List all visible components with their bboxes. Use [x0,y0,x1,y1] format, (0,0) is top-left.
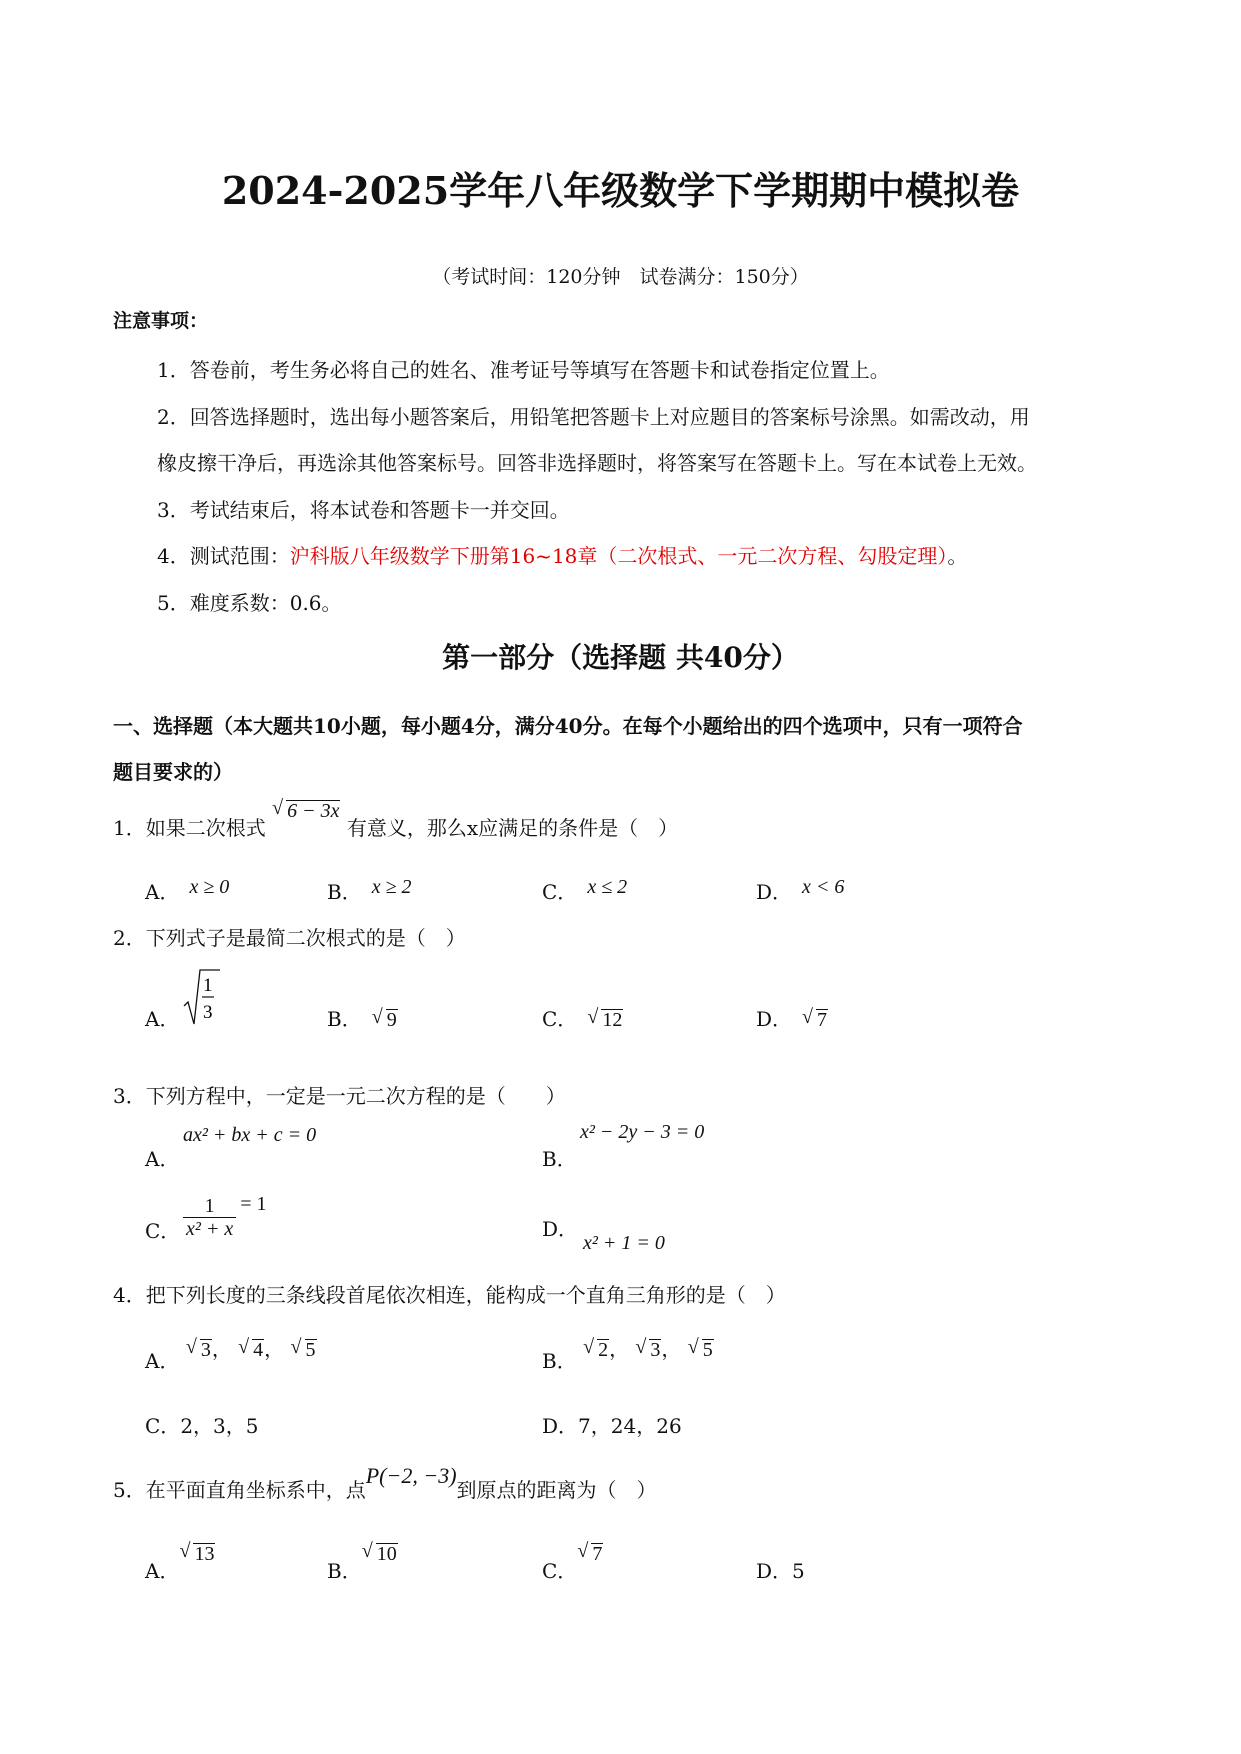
q1-option-b: B． x ≥ 2 [327,876,412,904]
question-2-stem: 2．下列式子是最简二次根式的是（ ） [113,926,466,950]
q1-option-a: A． x ≥ 0 [145,876,230,904]
section-instructions: 一、选择题（本大题共10小题，每小题4分，满分40分。在每个小题给出的四个选项中，只有一项符合 [113,714,1023,738]
note-item-2: 2．回答选择题时，选出每小题答案后，用铅笔把答题卡上对应题目的答案标号涂黑。如需改动，用 [157,405,1030,429]
q4-option-b: B． √ 2， √ 3， √ 5 [542,1345,714,1374]
q2-option-b: B．√ 9 [327,1003,388,1032]
q3-option-d-label: D． [542,1217,579,1241]
q3-option-a-label: A． [145,1147,180,1171]
point-p: P(−2, −3) [365,1463,457,1488]
q3-option-c: $\frac{1}{\text{x² + x}}$ = 1 [183,1195,267,1240]
q3-fraction: $\frac{1}{\text{x² + x}}$ [183,1195,236,1240]
q4-option-c: C．2，3，5 [145,1414,259,1438]
page-title: 2024-2025学年八年级数学下学期期中模拟卷 [221,168,1020,213]
q5-option-a: A．√ 13 [145,1555,215,1584]
test-scope: 沪科版八年级数学下册第16~18章（二次根式、一元二次方程、勾股定理） [289,544,948,568]
q3-option-b-label: B． [542,1147,577,1171]
question-1-stem [113,800,679,841]
note-item-2-cont: 橡皮擦干净后，再选涂其他答案标号。回答非选择题时，将答案写在答题卡上。写在本试卷上无效。 [157,451,1037,475]
question-3-stem: 3．下列方程中，一定是一元二次方程的是（ ） [113,1084,566,1108]
q3-option-d: x² + 1 = 0 [583,1232,665,1254]
q1-option-c: C． x ≤ 2 [542,876,628,904]
note-item-3: 3．考试结束后，将本试卷和答题卡一并交回。 [157,498,570,522]
question-1-post: 有意义，那么x应满足的条件是（ ） [346,816,679,840]
note-item-1: 1．答卷前，考生务必将自己的姓名、准考证号等填写在答题卡和试卷指定位置上。 [157,358,890,382]
note-item-4 [157,540,967,569]
question-1-radical: √ 6 − 3x [272,800,340,823]
q3-option-c-label: C． [145,1219,181,1243]
svg-text:1: 1 [203,975,213,996]
q4-option-a: A． √ 3， √ 4， √ 5 [145,1345,317,1374]
svg-text:3: 3 [203,1002,213,1023]
section-instructions-cont: 题目要求的） [113,760,233,784]
notes-heading: 注意事项： [113,310,209,332]
q3-option-b: x² − 2y − 3 = 0 [580,1121,705,1143]
q5-option-c: C．√ 7 [542,1555,603,1584]
question-4-stem: 4．把下列长度的三条线段首尾依次相连，能构成一个直角三角形的是（ ） [113,1283,786,1307]
fraction-radical-icon [182,968,222,1028]
q5-option-b: B．√ 10 [327,1555,398,1584]
q4-option-d: D．7，24，26 [542,1414,682,1438]
exam-info: （考试时间：120分钟 试卷满分：150分） [432,266,809,288]
note-item-4-label: 4．测试范围： [157,544,290,568]
note-item-5: 5．难度系数：0.6。 [157,591,342,615]
note-item-4-end: 。 [947,544,968,568]
question-5-stem: 5．在平面直角坐标系中，点P(−2, −3)到原点的距离为（ ） [113,1463,657,1502]
q5-option-d: D．5 [756,1559,805,1583]
q2-option-a-radical [182,968,222,1032]
q3-option-a: ax² + bx + c = 0 [183,1124,317,1146]
part-title: 第一部分（选择题 共40分） [442,641,799,674]
q2-option-a: A． [145,1007,180,1031]
q2-option-c: C．√ 12 [542,1003,613,1032]
question-1-pre: 1．如果二次根式 [113,816,266,840]
q2-option-d: D．√ 7 [756,1003,818,1032]
q1-option-d: D． x < 6 [756,876,845,904]
